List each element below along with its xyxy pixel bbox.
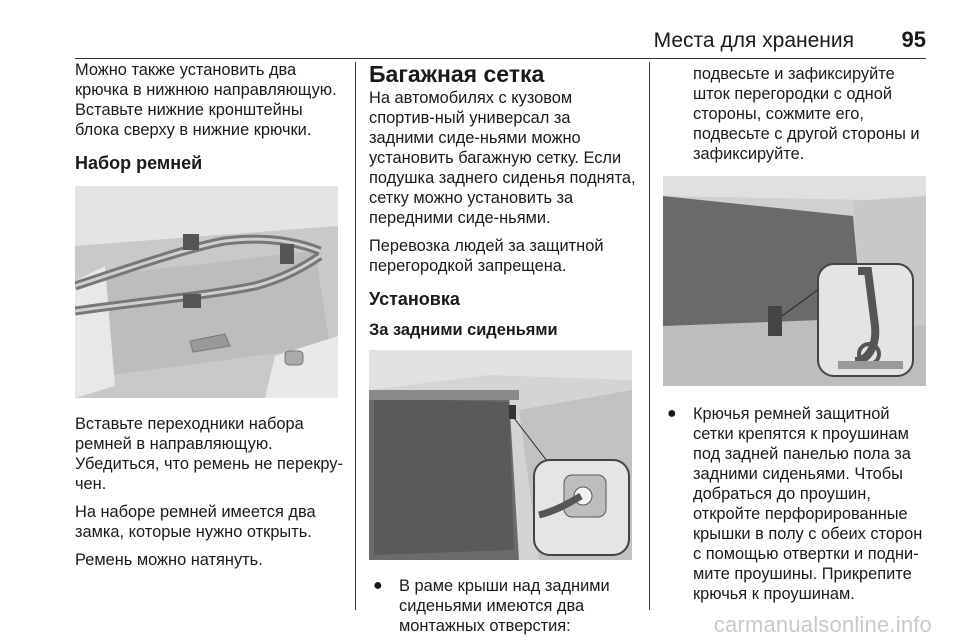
column-divider [355,62,356,610]
figure-net-mounting [369,350,632,560]
paragraph-net-1: На автомобилях с кузовом спортив‐ный универсал за задними сиде‐ньями можно установить багажную сетку. Если подушка заднего сиденья поднята, сетку можно установить за передними сиде‐ньями. [369,89,636,227]
watermark: carmanualsonline.info [713,612,932,637]
section-heading-belts: Набор ремней [75,153,203,173]
figure-net-hooks [663,176,926,386]
column-divider [649,62,650,610]
paragraph-belts-1: Вставьте переходники набора ремней в направляющую. Убедиться, что ремень не перекру‐чен. [75,415,343,493]
header-rule [75,58,926,59]
bullet-icon: ● [667,405,677,422]
bullet-text: В раме крыши над задними сиденьями имеются два монтажных отверстия: [399,577,610,635]
column-1 [75,60,343,570]
figure-belt-set [75,186,338,398]
paragraph-net-2: Перевозка людей за защитной перегородкой запрещена. [369,237,604,275]
column-2 [369,60,637,636]
intro-paragraph: Можно также установить два крючка в нижнюю направляющую. Вставьте нижние кронштейны блока сверху в нижние крючки. [75,61,337,139]
bullet-item [663,404,926,604]
section-heading-net: Багажная сетка [369,61,545,87]
bullet-text: Крючья ремней защитной сетки крепятся к проушинам под задней панелью пола за задними сиденьями. Чтобы добраться до проушин, откройте перфорированные крышки в полу с обеих сторон с помощью отвертки и подни‐мите проушины. Прикрепите крючья к проушинам. [693,405,923,603]
page-number: 95 [901,27,926,52]
section-title: Места для хранения [653,29,854,52]
paragraph-belts-3: Ремень можно натянуть. [75,551,263,569]
bullet-icon: ● [373,577,383,594]
page-header [0,27,960,55]
paragraph-belts-2: На наборе ремней имеется два замка, которые нужно открыть. [75,503,316,541]
subheading-behind-rear-seats: За задними сиденьями [369,321,558,339]
paragraph-hang-rod: подвесьте и зафиксируйте шток перегородки с одной стороны, сожмите его, подвесьте с другой стороны и зафиксируйте. [693,65,920,163]
column-3 [663,60,926,604]
bullet-item [369,576,637,636]
subheading-installation: Установка [369,289,460,309]
